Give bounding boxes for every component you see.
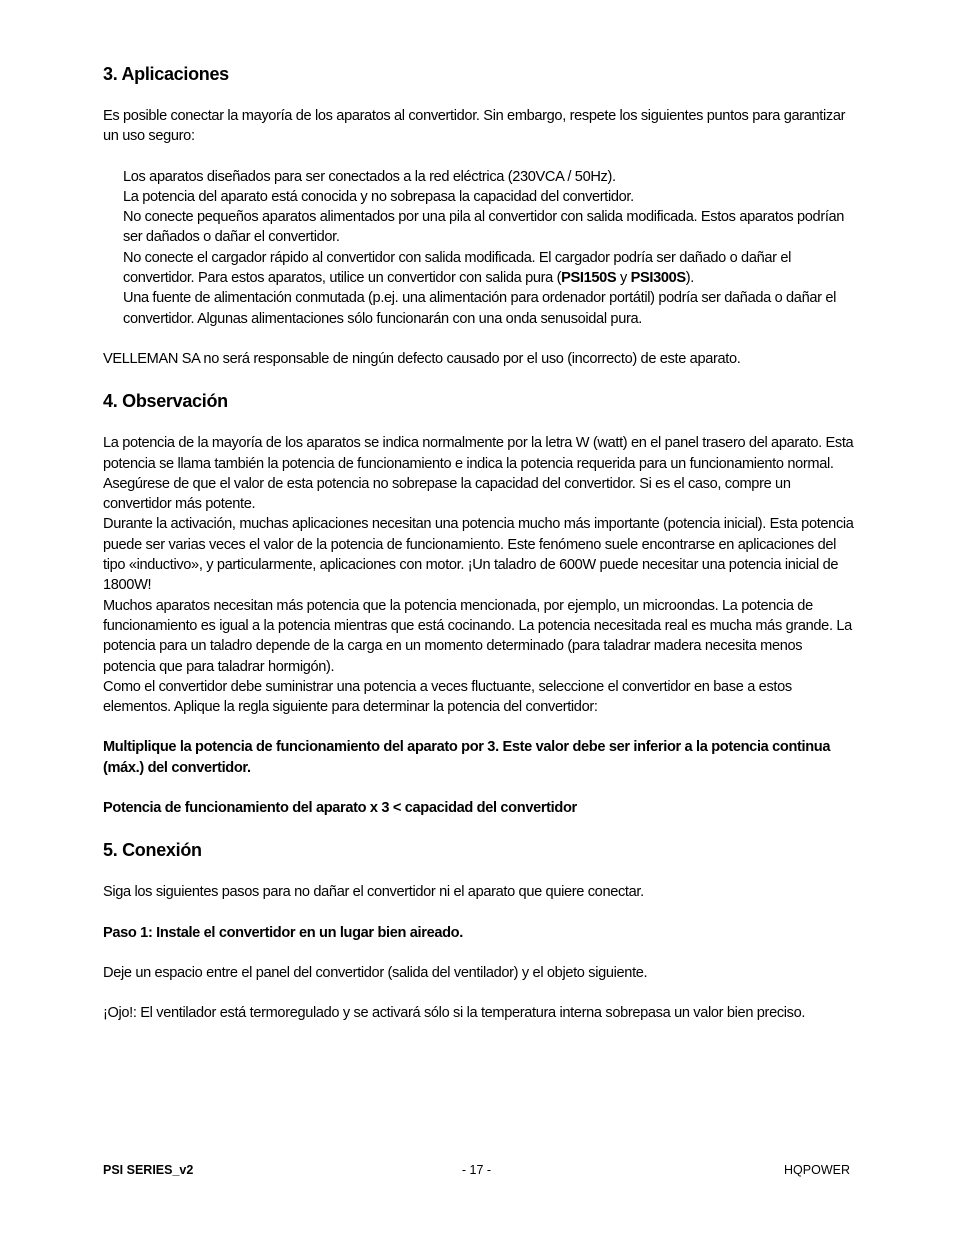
aplicaciones-intro: Es posible conectar la mayoría de los aparatos al convertidor. Sin embargo, respete los siguientes puntos para garantizar un uso seguro: xyxy=(103,108,846,145)
page-footer xyxy=(103,1163,850,1181)
power-rule: Multiplique la potencia de funcionamiento del aparato por 3. Este valor debe ser inferior a la potencia continua (máx.) del convertidor. xyxy=(103,739,831,776)
list-item-text: No conecte el cargador rápido al convertidor con salida modificada. El cargador podría ser dañado o dañar el convertidor. Para estos aparatos, utilice un convertidor con salida pura ( xyxy=(123,249,791,287)
model-psi150s: PSI150S xyxy=(561,270,617,287)
section-heading-observacion: 4. Observación xyxy=(103,391,228,412)
list-item: Una fuente de alimentación conmutada (p.ej. una alimentación para ordenador portátil) podría ser dañada o dañar el convertidor. Algunas alimentaciones sólo funcionarán con una onda senusoidal pura. xyxy=(123,290,836,327)
list-item-text: ). xyxy=(685,270,694,287)
page-content xyxy=(103,62,855,1024)
observacion-paragraph: La potencia de la mayoría de los aparatos se indica normalmente por la letra W (watt) en el panel trasero del aparato. Esta potencia se llama también la potencia de funcionamiento e indica la potencia requerida para un funcionamiento normal. Asegúrese de que el valor de esta potencia no sobrepase la capacidad del convertidor. Si es el caso, compre un convertidor más potente. xyxy=(103,435,854,513)
observacion-paragraph: Durante la activación, muchas aplicaciones necesitan una potencia mucho más importante (potencia inicial). Esta potencia puede ser varias veces el valor de la potencia de funcionamiento. Este fenómeno suele encontrarse en aplicaciones del tipo «inductivo», y particularmente, aplicaciones con motor. ¡Un taladro de 600W puede necesitar una potencia inicial de 1800W! xyxy=(103,516,854,594)
list-item: La potencia del aparato está conocida y no sobrepasa la capacidad del convertidor. xyxy=(123,188,634,205)
conexion-intro: Siga los siguientes pasos para no dañar el convertidor ni el aparato que quiere conectar. xyxy=(103,884,644,901)
list-item: No conecte pequeños aparatos alimentados por una pila al convertidor con salida modificada. Estos aparatos podrían ser dañados o dañar el convertidor. xyxy=(123,209,845,246)
list-item: Los aparatos diseñados para ser conectados a la red eléctrica (230VCA / 50Hz). xyxy=(123,168,616,185)
disclaimer: VELLEMAN SA no será responsable de ningún defecto causado por el uso (incorrecto) de este aparato. xyxy=(103,350,741,367)
list-item xyxy=(123,248,855,289)
step-1-text: Deje un espacio entre el panel del convertidor (salida del ventilador) y el objeto siguiente. xyxy=(103,964,648,981)
page-number: - 17 - xyxy=(461,1163,492,1177)
model-psi300s: PSI300S xyxy=(630,270,686,287)
section-heading-conexion: 5. Conexión xyxy=(103,840,202,861)
observacion-paragraph: Muchos aparatos necesitan más potencia que la potencia mencionada, por ejemplo, un microondas. La potencia de funcionamiento es igual a la potencia mientras que está cocinando. La potencia necesitada real es mucha más grande. La potencia para un taladro depende de la carga en un momento determinado (para taladrar madera necesita menos potencia que para taladrar hormigón). xyxy=(103,597,852,675)
power-formula: Potencia de funcionamiento del aparato x 3 < capacidad del convertidor xyxy=(103,800,577,817)
list-item-text: y xyxy=(616,270,631,287)
step-1-heading: Paso 1: Instale el convertidor en un lugar bien aireado. xyxy=(103,924,463,941)
footer-brand: HQPOWER xyxy=(784,1163,850,1177)
aplicaciones-list xyxy=(103,167,855,329)
observacion-paragraph: Como el convertidor debe suministrar una potencia a veces fluctuante, seleccione el convertidor en base a estos elementos. Aplique la regla siguiente para determinar la potencia del convertidor: xyxy=(103,678,792,716)
fan-note: ¡Ojo!: El ventilador está termoregulado y se activará sólo si la temperatura interna sobrepasa un valor bien preciso. xyxy=(103,1005,806,1022)
section-heading-aplicaciones: 3. Aplicaciones xyxy=(103,64,229,84)
footer-series: PSI SERIES_v2 xyxy=(103,1163,194,1177)
